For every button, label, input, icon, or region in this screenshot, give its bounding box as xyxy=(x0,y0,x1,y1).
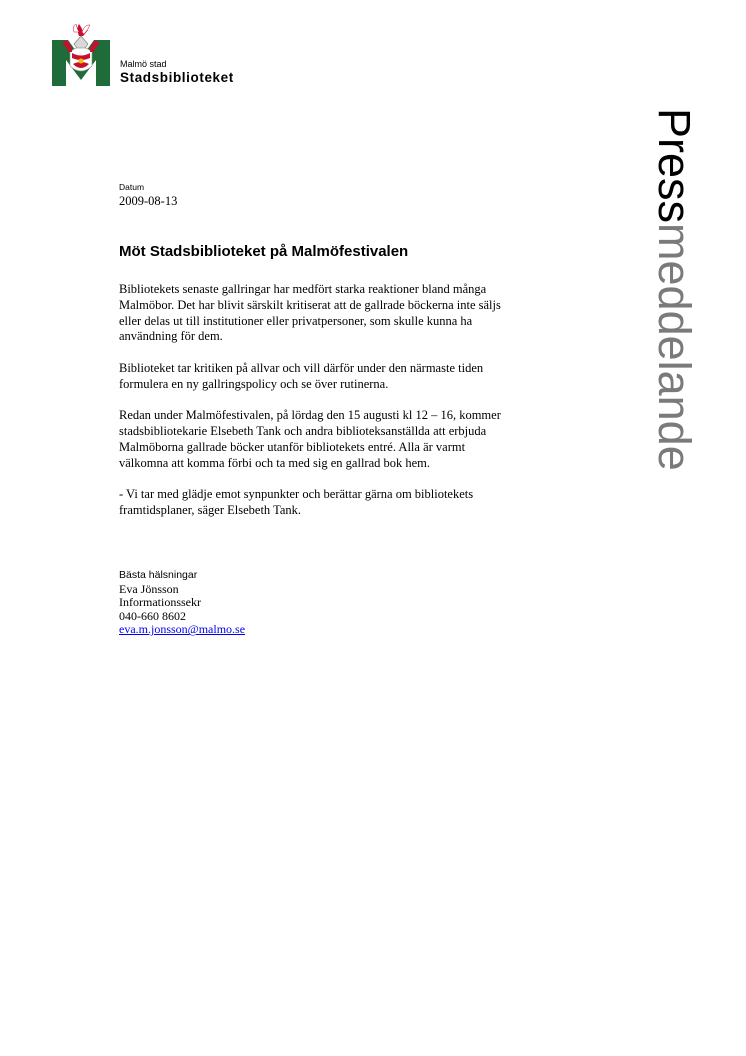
text-line: eller delas ut till institutioner eller privatpersoner, som skulle kunna ha xyxy=(119,313,473,328)
text-line: Malmöbor. Det har blivit särskilt kritiserat att de gallrade böckerna inte säljs xyxy=(119,297,501,312)
signature-greeting: Bästa hälsningar xyxy=(119,569,198,581)
signature-name: Eva Jönsson xyxy=(119,581,179,596)
text-line: välkomna att komma förbi och ta med sig en gallrad bok hem. xyxy=(119,455,431,470)
paragraph xyxy=(119,408,579,471)
press-release-body xyxy=(119,282,579,535)
text-line: stadsbibliotekarie Elsebeth Tank och andra biblioteksanställda att erbjuda xyxy=(119,424,487,439)
text-line: Biblioteket tar kritiken på allvar och vill därför under den närmaste tiden xyxy=(119,360,484,375)
org-city: Malmö stad xyxy=(120,59,167,69)
text-line: Redan under Malmöfestivalen, på lördag den 15 augusti kl 12 – 16, kommer xyxy=(119,408,501,423)
text-line: Malmöborna gallrade böcker utanför bibliotekets entré. Alla är varmt xyxy=(119,439,466,454)
organization-name-block xyxy=(120,59,234,86)
side-title-light: meddelande xyxy=(649,223,700,471)
paragraph xyxy=(119,361,579,393)
signature-block xyxy=(119,569,245,637)
side-title-pressmeddelande xyxy=(649,108,699,471)
signature-title: Informationssekr xyxy=(119,595,201,610)
paragraph xyxy=(119,487,579,519)
date-label: Datum xyxy=(119,182,145,192)
text-line: - Vi tar med glädje emot synpunkter och berättar gärna om bibliotekets xyxy=(119,487,474,502)
date-value: 2009-08-13 xyxy=(119,194,178,208)
org-name: Stadsbiblioteket xyxy=(120,70,234,85)
text-line: Bibliotekets senaste gallringar har medfört starka reaktioner bland många xyxy=(119,282,487,296)
malmo-coat-of-arms-icon xyxy=(52,22,110,86)
signature-email-link[interactable]: eva.m.jonsson@malmo.se xyxy=(119,622,246,637)
signature-phone: 040-660 8602 xyxy=(119,608,186,623)
page-title: Möt Stadsbiblioteket på Malmöfestivalen xyxy=(119,243,409,260)
text-line: formulera en ny gallringspolicy och se över rutinerna. xyxy=(119,376,389,391)
paragraph xyxy=(119,282,579,345)
text-line: framtidsplaner, säger Elsebeth Tank. xyxy=(119,503,302,518)
text-line: användning för dem. xyxy=(119,329,223,344)
side-title-dark: Press xyxy=(649,108,700,224)
